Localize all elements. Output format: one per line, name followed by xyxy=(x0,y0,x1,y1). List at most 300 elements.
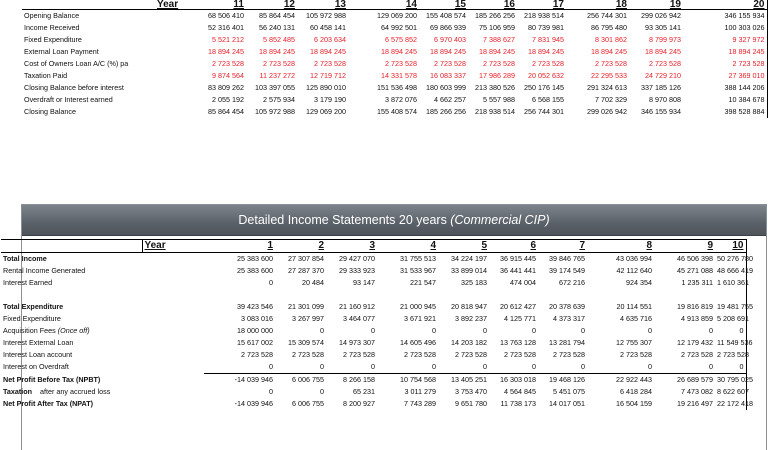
cell-value: 924 354 xyxy=(626,278,652,287)
cell-value: 218 938 514 xyxy=(524,11,564,20)
row-label-text: Taxation xyxy=(3,386,33,396)
cell-value: 3 753 470 xyxy=(455,386,487,396)
section-title xyxy=(22,205,766,235)
cell-value: 2 723 528 xyxy=(483,59,515,68)
cell-value xyxy=(587,289,654,301)
cell-value: 14 017 051 xyxy=(549,398,585,408)
cell-value: 36 915 445 xyxy=(500,254,536,263)
cell-value: 45 271 088 xyxy=(677,266,713,275)
cell-value: 19 216 497 xyxy=(677,398,713,408)
cell-value: 5 557 988 xyxy=(483,95,515,104)
table-row xyxy=(1,386,746,398)
row-label xyxy=(1,265,204,277)
cell-value: 4 662 257 xyxy=(434,95,466,104)
year-header: 3 xyxy=(326,240,377,253)
cell-value: 6 006 755 xyxy=(292,398,324,408)
cell-value: 0 xyxy=(532,325,536,335)
cell-value: 3 267 997 xyxy=(292,313,324,323)
row-label-text: Net Profit After Tax (NPAT) xyxy=(3,398,93,408)
cell-value: 65 231 xyxy=(353,386,375,396)
cell-value: 3 179 190 xyxy=(314,95,346,104)
cell-value: 18 894 245 xyxy=(208,47,244,56)
cell-value: 299 026 942 xyxy=(641,11,681,20)
cell-value: 6 568 155 xyxy=(532,95,564,104)
table-row xyxy=(22,34,767,46)
cell-value: 18 894 245 xyxy=(591,47,627,56)
row-label: Opening Balance xyxy=(24,11,80,20)
cell-value: 30 795 025 xyxy=(717,374,753,384)
cell-value: 185 266 256 xyxy=(426,107,466,116)
cell-value: 14 331 578 xyxy=(381,71,417,80)
cell-value: 21 000 945 xyxy=(400,301,436,311)
cell-value: 388 144 206 xyxy=(683,82,767,94)
year-header: 9 xyxy=(654,240,715,253)
row-label-text: Interest on Overdraft xyxy=(3,362,69,372)
cell-value: 18 894 245 xyxy=(528,47,564,56)
cell-value: 2 575 934 xyxy=(263,95,295,104)
cell-value: 18 894 245 xyxy=(683,46,767,58)
cell-value: 3 011 279 xyxy=(404,386,436,396)
cell-value: 7 388 627 xyxy=(483,35,515,44)
cell-value xyxy=(204,289,275,301)
cell-value: 346 155 934 xyxy=(683,10,767,23)
cell-value: 10 754 568 xyxy=(377,373,438,386)
year-header: 16 xyxy=(468,0,517,10)
year-header: 5 xyxy=(438,240,489,253)
cell-value: 19 816 819 xyxy=(677,301,713,311)
cell-value: 11 549 536 xyxy=(717,337,753,347)
cell-value: 1 610 361 xyxy=(717,278,749,287)
cell-value: 180 603 999 xyxy=(426,83,466,92)
cell-value: 6 418 284 xyxy=(620,386,652,396)
year-header: 7 xyxy=(538,240,587,253)
row-label-text: Total Expenditure xyxy=(3,301,64,311)
cell-value: 155 408 574 xyxy=(426,11,466,20)
income-statement-table xyxy=(1,239,753,410)
cell-value: 13 763 128 xyxy=(500,337,536,347)
cell-value: 7 702 329 xyxy=(595,95,627,104)
cell-value: 2 723 528 xyxy=(683,58,767,70)
cell-value: 2 723 528 xyxy=(434,59,466,68)
cell-value: 2 723 528 xyxy=(343,349,375,359)
row-label: Income Received xyxy=(24,23,80,32)
cell-value: 8 266 158 xyxy=(326,373,377,386)
row-label: Taxation Paid xyxy=(24,71,68,80)
year-label: Year xyxy=(157,0,179,10)
row-label-text: Interest Loan account xyxy=(3,349,73,359)
cell-value: 16 303 018 xyxy=(489,373,538,386)
cell-value: 52 316 401 xyxy=(208,23,244,32)
cell-value: 4 635 716 xyxy=(620,313,652,323)
row-label xyxy=(1,325,204,337)
year-header: 17 xyxy=(517,0,566,10)
row-label-text: Acquisition Fees xyxy=(3,325,56,335)
cell-value: 31 755 513 xyxy=(400,254,436,263)
cell-value xyxy=(275,289,326,301)
cell-value: 0 xyxy=(581,325,585,335)
cell-value: 0 xyxy=(648,325,652,335)
cell-value: 6 575 852 xyxy=(385,35,417,44)
cell-value: 20 052 632 xyxy=(528,71,564,80)
cell-value: 256 744 301 xyxy=(587,11,627,20)
cell-value: 250 176 145 xyxy=(524,83,564,92)
table-row xyxy=(1,337,746,349)
table-row xyxy=(1,373,746,386)
cell-value: 151 536 498 xyxy=(377,83,417,92)
cell-value: 22 172 418 xyxy=(717,398,753,408)
cell-value: 18 894 245 xyxy=(381,47,417,56)
cell-value: 39 423 546 xyxy=(237,301,273,311)
row-label xyxy=(1,349,204,361)
cell-value: 10 384 678 xyxy=(683,94,767,106)
cell-value: 27 307 854 xyxy=(288,254,324,263)
cell-value: 0 xyxy=(483,325,487,335)
cell-value: 6 006 755 xyxy=(275,373,326,386)
cell-value: 0 xyxy=(532,361,536,371)
cell-value: 256 744 301 xyxy=(524,107,564,116)
cell-value: 299 026 942 xyxy=(587,107,627,116)
cell-value: 80 739 981 xyxy=(528,23,564,32)
cell-value: 5 451 075 xyxy=(553,386,585,396)
cell-value: 7 831 945 xyxy=(532,35,564,44)
cell-value: 8 622 607 xyxy=(717,386,749,396)
cell-value: 9 874 564 xyxy=(212,71,244,80)
cell-value: 21 160 912 xyxy=(339,301,375,311)
cell-value: 213 380 526 xyxy=(475,83,515,92)
year-header: 4 xyxy=(377,240,438,253)
cell-value: 33 899 014 xyxy=(451,266,487,275)
cell-value: 0 xyxy=(432,361,436,371)
cell-value: 14 973 307 xyxy=(339,337,375,347)
cell-value: 103 397 055 xyxy=(255,83,295,92)
cell-value: 2 723 528 xyxy=(649,59,681,68)
cell-value: 2 723 528 xyxy=(532,59,564,68)
row-label-text: Fixed Expenditure xyxy=(3,313,61,323)
cell-value: 69 866 939 xyxy=(430,23,466,32)
cell-value: 19 481 755 xyxy=(717,301,753,311)
row-label: Fixed Expenditure xyxy=(24,35,82,44)
cell-value: 0 xyxy=(715,361,746,374)
table-row xyxy=(1,313,746,325)
header-spacer xyxy=(1,240,142,253)
cell-value: 22 295 533 xyxy=(591,71,627,80)
year-header: 11 xyxy=(175,0,246,10)
table-row xyxy=(1,349,746,361)
cell-value: 43 036 994 xyxy=(616,254,652,263)
cell-value: 85 864 454 xyxy=(208,107,244,116)
cell-value: 4 564 845 xyxy=(504,386,536,396)
cell-value: 12 179 432 xyxy=(677,337,713,347)
cell-value: 2 055 192 xyxy=(212,95,244,104)
cell-value: 21 301 099 xyxy=(288,301,324,311)
cell-value: 129 069 200 xyxy=(306,107,346,116)
row-label-text: Interest External Loan xyxy=(3,337,74,347)
table-row xyxy=(22,106,767,118)
cell-value: 18 894 245 xyxy=(645,47,681,56)
cell-value: 46 506 398 xyxy=(677,254,713,263)
cell-value: 13 405 251 xyxy=(438,373,489,386)
cell-value: 12 755 307 xyxy=(616,337,652,347)
cell-value xyxy=(438,289,489,301)
cell-value: 0 xyxy=(709,325,713,335)
cell-value: 0 xyxy=(269,278,273,287)
cell-value: 25 383 600 xyxy=(237,266,273,275)
cell-value: 0 xyxy=(371,325,375,335)
cell-value: 0 xyxy=(581,361,585,371)
row-label xyxy=(1,277,204,289)
cell-value: 221 547 xyxy=(410,278,436,287)
cell-value: 0 xyxy=(320,386,324,396)
cell-value xyxy=(377,289,438,301)
cell-value: 19 468 126 xyxy=(538,373,587,386)
table-row xyxy=(1,289,746,301)
cell-value: 125 890 010 xyxy=(306,83,346,92)
cell-value: 3 892 237 xyxy=(455,313,487,323)
row-label: Closing Balance xyxy=(24,107,76,116)
cell-value: 105 972 988 xyxy=(255,107,295,116)
cell-value: 34 224 197 xyxy=(451,254,487,263)
cell-value: 4 373 317 xyxy=(553,313,585,323)
year-header: 6 xyxy=(489,240,538,253)
cell-value: 474 004 xyxy=(510,278,536,287)
cell-value: 2 723 528 xyxy=(455,349,487,359)
year-header: 13 xyxy=(297,0,348,10)
cell-value: 18 894 245 xyxy=(259,47,295,56)
cell-value: 2 723 528 xyxy=(212,59,244,68)
row-label xyxy=(1,361,204,374)
cell-value: 9 651 780 xyxy=(455,398,487,408)
table-row xyxy=(1,398,746,410)
table-row xyxy=(22,10,767,23)
cell-value: 672 216 xyxy=(559,278,585,287)
year-header-row xyxy=(1,240,746,253)
year-header: 18 xyxy=(566,0,629,10)
cell-value: 68 506 410 xyxy=(208,11,244,20)
cell-value: 3 464 077 xyxy=(343,313,375,323)
cell-value: 29 333 923 xyxy=(339,266,375,275)
cell-value: 7 743 289 xyxy=(404,398,436,408)
cell-value: 18 894 245 xyxy=(430,47,466,56)
cell-value: 16 083 337 xyxy=(430,71,466,80)
cell-value: 337 185 126 xyxy=(641,83,681,92)
cell-value: 6 203 634 xyxy=(314,35,346,44)
table-row xyxy=(1,277,746,289)
cell-value: 60 458 141 xyxy=(310,23,346,32)
row-label-note: (Once off) xyxy=(57,325,90,335)
cell-value: 2 723 528 xyxy=(292,349,324,359)
row-label-text: Interest Earned xyxy=(3,278,53,287)
table-row xyxy=(22,58,767,70)
cell-value: 93 147 xyxy=(353,278,375,287)
year-header: 15 xyxy=(419,0,468,10)
cell-value: 2 723 528 xyxy=(553,349,585,359)
cell-value: 2 723 528 xyxy=(404,349,436,359)
cell-value: 24 729 210 xyxy=(645,71,681,80)
cell-value: 36 441 441 xyxy=(500,266,536,275)
cell-value: 9 327 972 xyxy=(683,34,767,46)
cell-value: 2 723 528 xyxy=(681,349,713,359)
year-header: 14 xyxy=(348,0,419,10)
table-row xyxy=(22,94,767,106)
cell-value: 1 235 311 xyxy=(681,278,713,287)
table-row xyxy=(1,253,746,266)
cell-value: 2 723 528 xyxy=(241,349,273,359)
cell-value: 29 427 070 xyxy=(339,254,375,263)
cash-flow-table xyxy=(22,0,768,118)
cell-value: 20 612 427 xyxy=(500,301,536,311)
cell-value: 0 xyxy=(269,386,273,396)
cell-value: 6 970 403 xyxy=(434,35,466,44)
cell-value: 0 xyxy=(320,361,324,371)
cell-value: 39 846 765 xyxy=(549,254,585,263)
cell-value: 0 xyxy=(269,361,273,371)
table-row xyxy=(22,46,767,58)
cell-value xyxy=(538,289,587,301)
table-row xyxy=(22,22,767,34)
year-header: 20 xyxy=(683,0,767,10)
cell-value: 18 000 000 xyxy=(237,325,273,335)
row-label xyxy=(1,253,204,266)
cell-value: 20 818 947 xyxy=(451,301,487,311)
cell-value: 64 992 501 xyxy=(381,23,417,32)
cell-value: 18 894 245 xyxy=(479,47,515,56)
cell-value: 5 208 691 xyxy=(717,313,749,323)
cell-value: 42 112 640 xyxy=(616,266,652,275)
cell-value: 2 723 528 xyxy=(263,59,295,68)
cell-value: -14 039 946 xyxy=(204,373,275,386)
cell-value: 0 xyxy=(648,361,652,371)
cell-value: 20 114 551 xyxy=(616,301,652,311)
cell-value: 11 738 173 xyxy=(500,398,536,408)
cell-value xyxy=(715,289,746,301)
cell-value: 2 723 528 xyxy=(717,349,749,359)
cell-value: 3 872 076 xyxy=(385,95,417,104)
cell-value: 2 723 528 xyxy=(595,59,627,68)
cell-value: 86 795 480 xyxy=(591,23,627,32)
cell-value: 27 287 370 xyxy=(288,266,324,275)
cell-value: 85 864 454 xyxy=(259,11,295,20)
cell-value: 20 484 xyxy=(302,278,324,287)
cell-value: 5 521 212 xyxy=(212,35,244,44)
row-label xyxy=(1,398,204,410)
cell-value xyxy=(489,289,538,301)
row-label xyxy=(1,301,204,313)
cell-value: 56 240 131 xyxy=(259,23,295,32)
cell-value: 325 183 xyxy=(461,278,487,287)
cell-value: 8 799 973 xyxy=(649,35,681,44)
cell-value: 93 305 141 xyxy=(645,23,681,32)
cell-value: 5 852 485 xyxy=(263,35,295,44)
row-label: Closing Balance before interest xyxy=(24,83,124,92)
cell-value: 75 106 959 xyxy=(479,23,515,32)
cell-value: 346 155 934 xyxy=(641,107,681,116)
cell-value: 2 723 528 xyxy=(314,59,346,68)
cell-value: 20 378 639 xyxy=(549,301,585,311)
cell-value: 8 200 927 xyxy=(343,398,375,408)
year-header: 10 xyxy=(715,240,746,253)
cell-value xyxy=(654,289,715,301)
cell-value: 22 922 443 xyxy=(587,373,654,386)
year-header-row xyxy=(22,0,767,10)
cell-value: 291 324 613 xyxy=(587,83,627,92)
row-label-text: Total Income xyxy=(3,254,47,263)
cell-value: 48 666 419 xyxy=(717,266,753,275)
cell-value: 15 617 002 xyxy=(237,337,273,347)
cell-value: 185 266 256 xyxy=(475,11,515,20)
row-label-note: after any accrued loss xyxy=(32,386,111,396)
row-label xyxy=(1,337,204,349)
row-label: External Loan Payment xyxy=(24,47,99,56)
row-label: Overdraft or Interest earned xyxy=(24,95,113,104)
cell-value: 14 605 496 xyxy=(400,337,436,347)
cell-value: 218 938 514 xyxy=(475,107,515,116)
year-header: 2 xyxy=(275,240,326,253)
cell-value: 0 xyxy=(709,361,713,371)
year-label: Year xyxy=(142,240,204,253)
cell-value xyxy=(326,289,377,301)
cell-value: 39 174 549 xyxy=(549,266,585,275)
cell-value: 13 281 794 xyxy=(549,337,585,347)
row-label-text: Net Profit Before Tax (NPBT) xyxy=(3,374,101,384)
cell-value: 8 301 862 xyxy=(595,35,627,44)
cell-value: 83 809 262 xyxy=(208,83,244,92)
cell-value: -14 039 946 xyxy=(234,398,273,408)
cell-value: 2 723 528 xyxy=(504,349,536,359)
cell-value: 0 xyxy=(320,325,324,335)
row-label-text: Rental Income Generated xyxy=(3,266,86,275)
row-label xyxy=(1,373,204,386)
section-title-italic: (Commercial CIP) xyxy=(450,213,550,227)
row-label xyxy=(1,313,204,325)
cell-value: 17 986 289 xyxy=(479,71,515,80)
table-row xyxy=(22,82,767,94)
cell-value: 25 383 600 xyxy=(237,254,273,263)
year-header: 19 xyxy=(629,0,683,10)
cell-value: 8 970 808 xyxy=(649,95,681,104)
cell-value: 2 723 528 xyxy=(620,349,652,359)
cell-value: 0 xyxy=(483,361,487,371)
table-row xyxy=(1,361,746,374)
cell-value: 3 083 016 xyxy=(241,313,273,323)
cell-value: 27 369 010 xyxy=(683,70,767,82)
table-row xyxy=(1,325,746,337)
cell-value: 398 528 884 xyxy=(683,106,767,118)
cell-value: 129 069 200 xyxy=(377,11,417,20)
cell-value: 31 533 967 xyxy=(400,266,436,275)
cell-value: 0 xyxy=(371,361,375,371)
cell-value: 12 719 712 xyxy=(310,71,346,80)
cell-value: 3 671 921 xyxy=(404,313,436,323)
cell-value: 18 894 245 xyxy=(310,47,346,56)
row-label: Cost of Owners Loan A/C (%) pa xyxy=(24,59,129,68)
cell-value: 0 xyxy=(715,325,746,337)
header-spacer xyxy=(22,0,155,10)
cell-value: 2 723 528 xyxy=(385,59,417,68)
cell-value: 16 504 159 xyxy=(616,398,652,408)
year-header: 1 xyxy=(204,240,275,253)
cell-value: 155 408 574 xyxy=(377,107,417,116)
cell-value: 4 125 771 xyxy=(504,313,536,323)
cell-value: 50 276 780 xyxy=(717,254,753,263)
year-header: 8 xyxy=(587,240,654,253)
cell-value: 7 473 082 xyxy=(681,386,713,396)
year-header: 12 xyxy=(246,0,297,10)
table-row xyxy=(1,265,746,277)
table-row xyxy=(1,301,746,313)
cell-value: 11 237 272 xyxy=(259,71,295,80)
row-label xyxy=(1,289,204,301)
cell-value: 0 xyxy=(432,325,436,335)
